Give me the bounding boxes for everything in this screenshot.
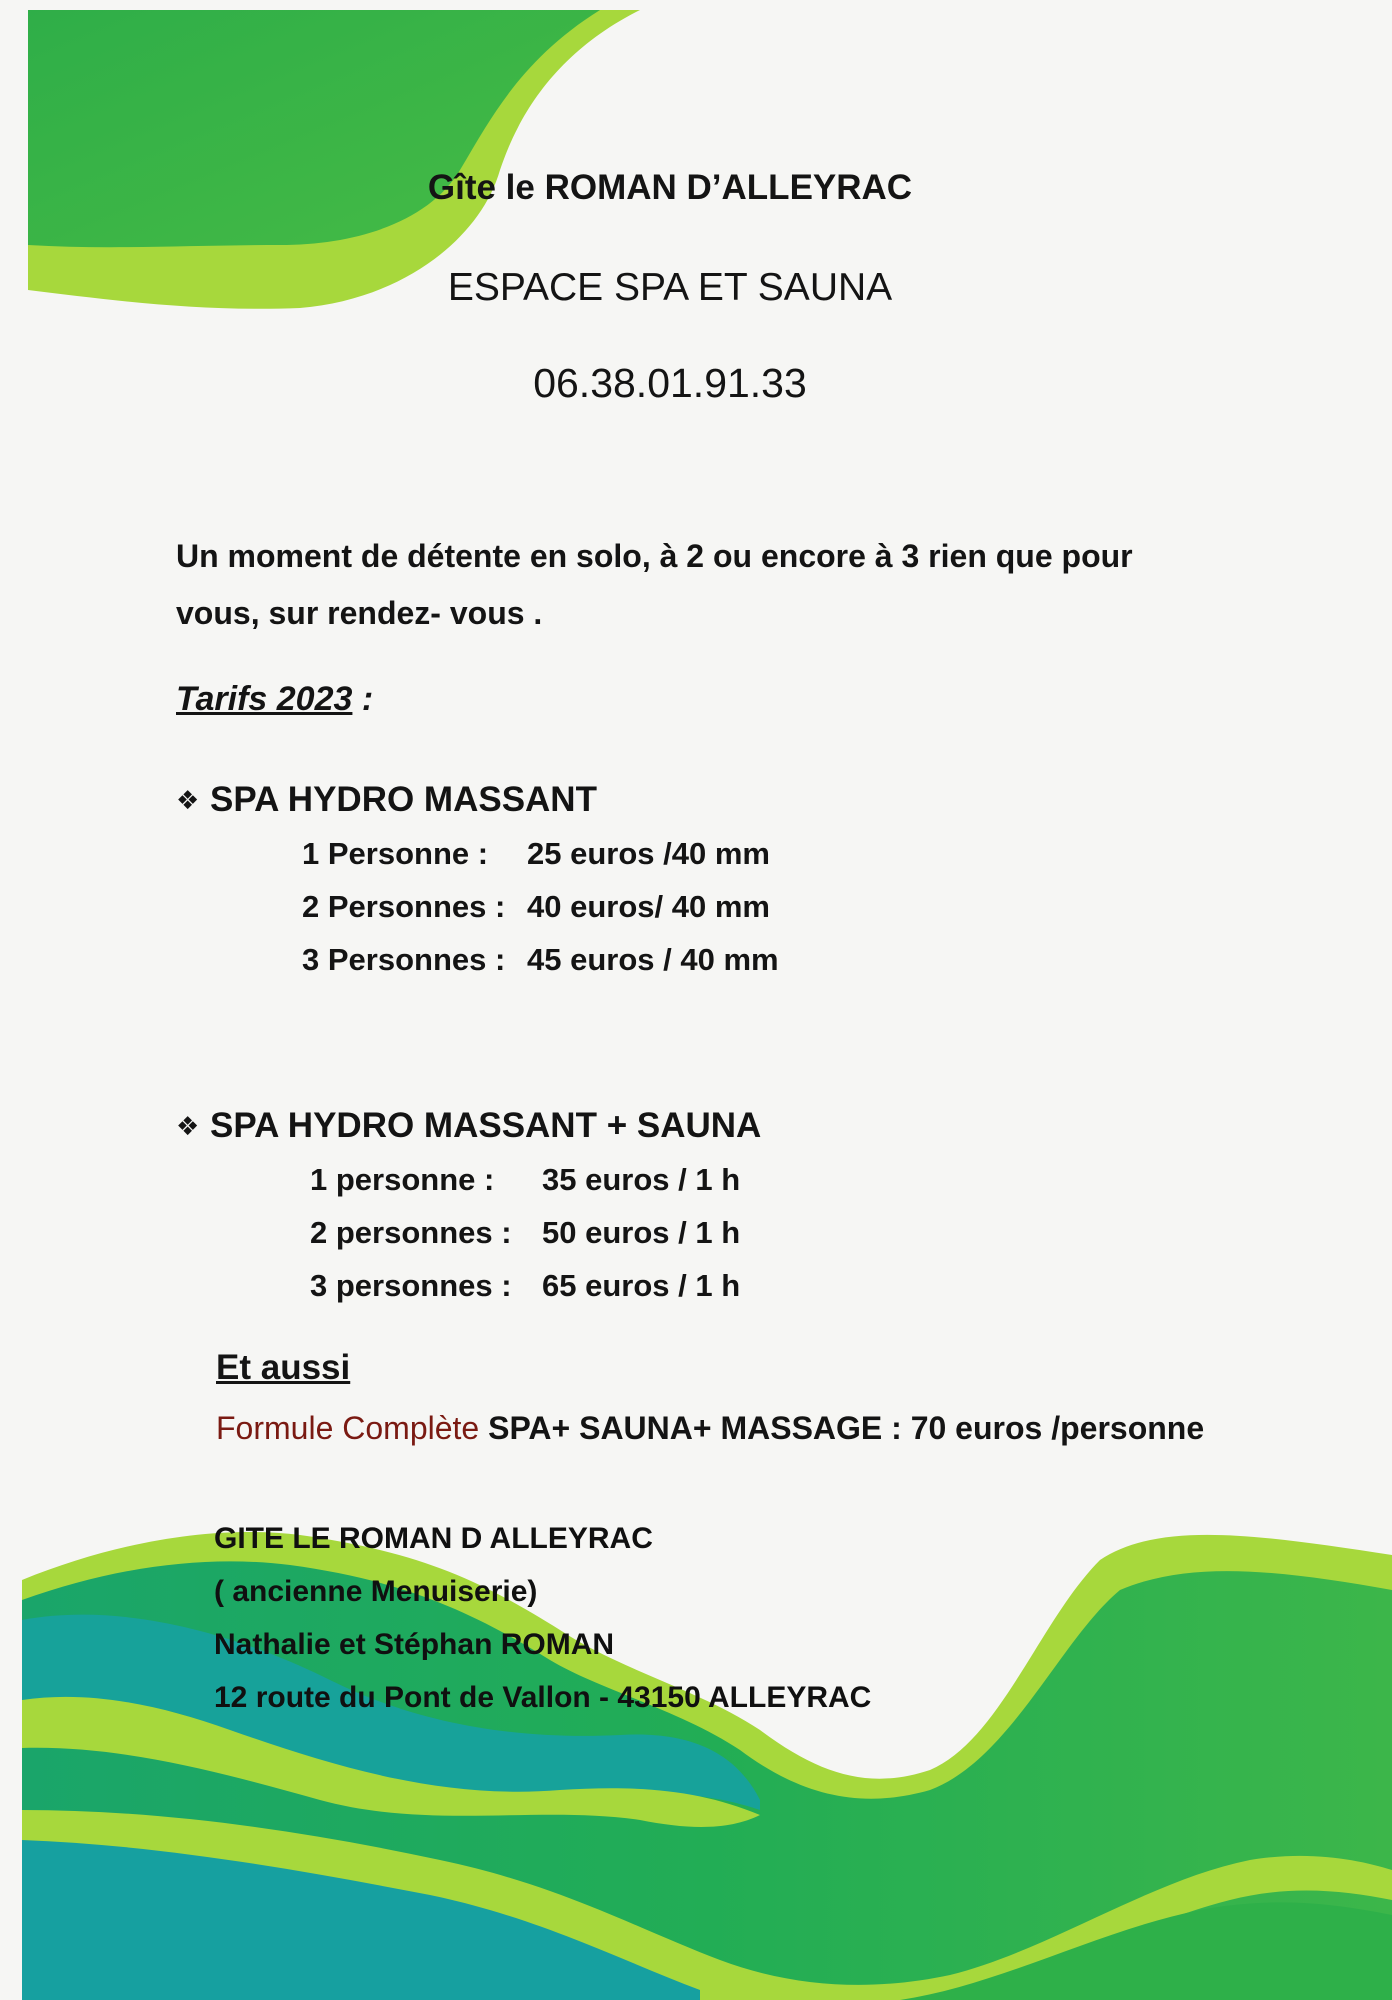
price-row-value: 25 euros /40 mm bbox=[527, 836, 770, 871]
price-row bbox=[302, 836, 770, 872]
intro-text bbox=[176, 528, 1236, 642]
price-row-label: 1 personne : bbox=[310, 1162, 495, 1197]
section-spa-sauna-title bbox=[176, 1106, 761, 1146]
spa-subtitle: ESPACE SPA ET SAUNA bbox=[447, 266, 893, 309]
gite-title: Gîte le ROMAN D’ALLEYRAC bbox=[427, 168, 913, 207]
price-row-label: 3 Personnes : bbox=[302, 942, 506, 977]
diamond-bullet-icon: ❖ bbox=[176, 1111, 200, 1141]
price-row bbox=[310, 1162, 741, 1198]
price-row-label: 2 Personnes : bbox=[302, 889, 506, 924]
formule-label: Formule Complète bbox=[216, 1410, 480, 1446]
address-line-1: GITE LE ROMAN D ALLEYRAC bbox=[214, 1522, 653, 1555]
section-title-text: SPA HYDRO MASSANT bbox=[210, 780, 597, 819]
formule-detail: SPA+ SAUNA+ MASSAGE : 70 euros /personne bbox=[479, 1410, 1205, 1446]
price-row bbox=[302, 942, 779, 978]
section-spa-hydro-massant-title bbox=[176, 780, 597, 820]
price-row bbox=[302, 889, 770, 925]
address-line-2: ( ancienne Menuiserie) bbox=[214, 1575, 538, 1608]
price-row-value: 35 euros / 1 h bbox=[542, 1162, 741, 1197]
tarifs-colon: : bbox=[352, 680, 374, 718]
address-block bbox=[214, 1512, 871, 1724]
price-row-value: 65 euros / 1 h bbox=[542, 1268, 741, 1303]
price-row-label: 2 personnes : bbox=[310, 1215, 512, 1250]
formule-complete bbox=[216, 1410, 1204, 1447]
tarifs-label: Tarifs 2023 bbox=[176, 680, 353, 718]
address-line-4: 12 route du Pont de Vallon - 43150 ALLEYRAC bbox=[214, 1681, 872, 1714]
price-row bbox=[310, 1268, 741, 1304]
tarifs-heading bbox=[176, 680, 373, 719]
price-row-value: 50 euros / 1 h bbox=[542, 1215, 741, 1250]
diamond-bullet-icon: ❖ bbox=[176, 785, 200, 815]
intro-line-1: Un moment de détente en solo, à 2 ou encore à 3 rien que pour bbox=[176, 538, 1133, 574]
intro-line-2: vous, sur rendez- vous . bbox=[176, 595, 543, 631]
phone-number: 06.38.01.91.33 bbox=[533, 360, 807, 406]
section-title-text: SPA HYDRO MASSANT + SAUNA bbox=[210, 1106, 762, 1145]
et-aussi-heading: Et aussi bbox=[216, 1348, 351, 1387]
price-row-value: 40 euros/ 40 mm bbox=[527, 889, 770, 924]
address-line-3: Nathalie et Stéphan ROMAN bbox=[214, 1628, 615, 1661]
price-row-label: 1 Personne : bbox=[302, 836, 489, 871]
price-row bbox=[310, 1215, 741, 1251]
price-row-value: 45 euros / 40 mm bbox=[527, 942, 779, 977]
price-row-label: 3 personnes : bbox=[310, 1268, 512, 1303]
